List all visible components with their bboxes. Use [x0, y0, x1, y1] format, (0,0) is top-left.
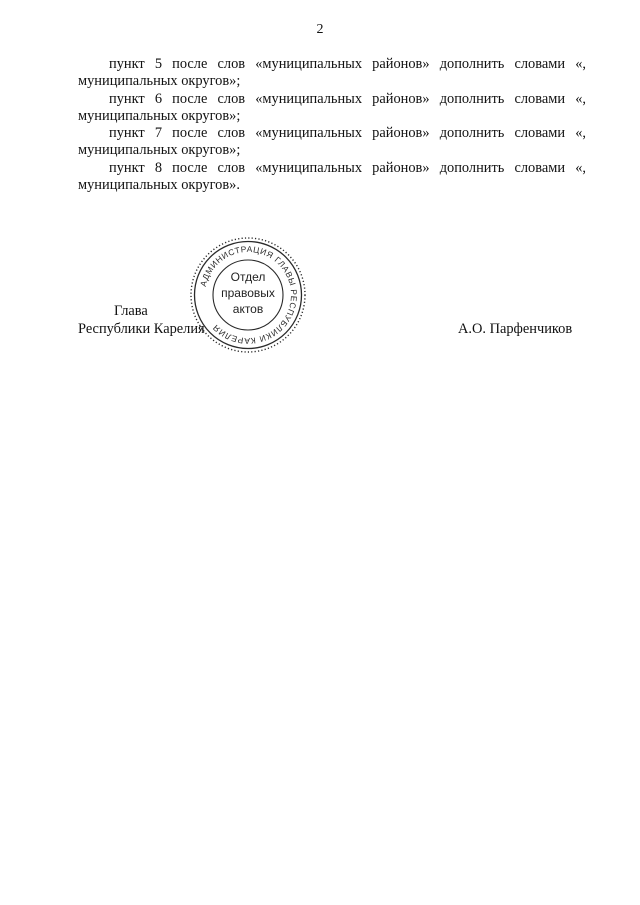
signature-title: Глава	[114, 303, 148, 319]
paragraph-item-6: пункт 6 после слов «муниципальных районов» дополнить словами «, муниципальных округов»;	[78, 90, 586, 124]
stamp-seal-icon	[188, 235, 308, 355]
paragraph-item-5: пункт 5 после слов «муниципальных районов» дополнить словами «, муниципальных округов»;	[78, 56, 586, 90]
stamp-center-line-1: Отдел	[230, 270, 266, 284]
stamp-center-line-3: актов	[232, 302, 264, 316]
page-number: 2	[316, 22, 324, 37]
signature-name: А.О. Парфенчиков	[458, 321, 573, 337]
stamp-ring-text: АДМИНИСТРАЦИЯ ГЛАВЫ РЕСПУБЛИКИ КАРЕЛИЯ	[197, 243, 300, 347]
document-body	[78, 56, 586, 194]
signature-organization: Республики Карелия	[78, 321, 205, 337]
paragraph-item-7: пункт 7 после слов «муниципальных районов» дополнить словами «, муниципальных округов»;	[78, 125, 586, 159]
official-stamp	[188, 235, 308, 355]
stamp-center-line-2: правовых	[221, 286, 275, 300]
paragraph-item-8: пункт 8 после слов «муниципальных районов» дополнить словами «, муниципальных округов».	[78, 159, 586, 194]
